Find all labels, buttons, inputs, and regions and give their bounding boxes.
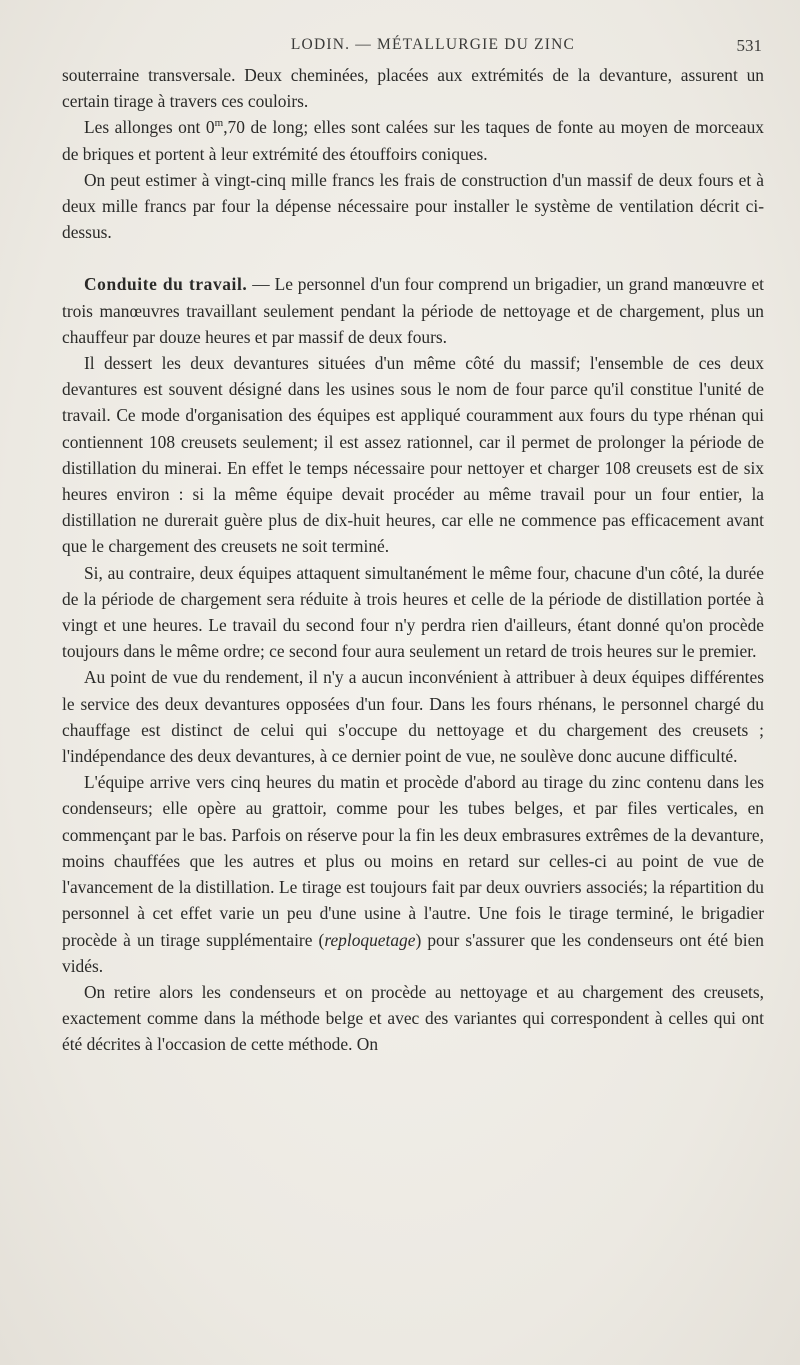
paragraph-8: [62, 769, 764, 979]
paragraph-5: Il dessert les deux devantures situées d'un même côté du massif; l'ensemble de ces deux devantures est souvent désigné dans les usines sous le nom de four parce qu'il constitue l'unité de travail. Ce mode d'organisation des équipes est appliqué couramment aux fours du type rhénan qui contiennent 108 creusets seulement; il est assez rationnel, car il permet de prolonger la période de distillation du minerai. En effet le temps nécessaire pour nettoyer et charger 108 creusets est de six heures environ : si la même équipe devait procéder au même travail pour un four entier, la distillation ne durerait guère plus de dix-huit heures, car elle ne commence pas efficacement avant que le chargement des creusets ne soit terminé.: [62, 353, 764, 557]
italic-term: reploquetage: [324, 929, 416, 950]
page-number: 531: [736, 36, 762, 55]
meter-superscript: m: [214, 117, 224, 130]
paragraph-7: Au point de vue du rendement, il n'y a aucun inconvénient à attribuer à deux équipes différentes le service des deux devantures opposées d'un four. Dans les fours rhénans, le personnel chargé du chauffage est distinct de celui qui s'occupe du nettoyage et du chargement des creusets ; l'indépendance des deux devantures, à ce dernier point de vue, ne soulève donc aucune difficulté.: [62, 667, 764, 767]
paragraph-9: On retire alors les condenseurs et on procède au nettoyage et au chargement des creusets, exactement comme dans la méthode belge et avec des variantes qui correspondent à celles qui ont été décrites à l'occasion de cette méthode. On: [62, 981, 764, 1055]
paragraph-4-text: — Le personnel d'un four comprend un brigadier, un grand manœuvre et trois manœuvres travaillant seulement pendant la période de nettoyage et de chargement, plus un chauffeur par douze heures et par massif de deux fours.: [62, 274, 764, 347]
paragraph-4: [62, 271, 764, 350]
paragraph-2-text-a: Les allonges ont 0: [84, 117, 215, 138]
paragraph-8-text-b: ) pour s'assurer que les condenseurs ont été bien vidés.: [62, 929, 764, 976]
paragraph-1: souterraine transversale. Deux cheminées, placées aux extrémités de la devanture, assurent un certain tirage à travers ces couloirs.: [62, 65, 764, 112]
paragraph-3: On peut estimer à vingt-cinq mille francs les frais de construction d'un massif de deux fours et à deux mille francs par four la dépense nécessaire pour installer le système de ventilation décrit ci-dessus.: [62, 169, 764, 243]
paragraph-2-text-b: ,70 de long; elles sont calées sur les taques de fonte au moyen de morceaux de briques et portent à leur extrémité des étouffoirs coniques.: [62, 117, 764, 164]
section-gap: [62, 245, 764, 271]
paragraph-6: Si, au contraire, deux équipes attaquent simultanément le même four, chacune d'un côté, la durée de la période de chargement sera réduite à trois heures et celle de la période de distillation portée à vingt et une heures. Le travail du second four n'y perdra rien d'ailleurs, étant donné qu'on procède toujours dans le même ordre; ce second four aura seulement un retard de trois heures sur le premier.: [62, 562, 764, 662]
running-head: [62, 36, 764, 62]
body-text: [62, 62, 764, 1058]
paragraph-8-text-a: L'équipe arrive vers cinq heures du matin et procède d'abord au tirage du zinc contenu dans les condenseurs; elle opère au grattoir, comme pour les tubes belges, et par files verticales, en commençant par le bas. Parfois on réserve pour la fin les deux embrasures extrêmes de la devanture, moins chauffées que les autres et plus ou moins en retard sur celles-ci au point de vue de l'avancement de la distillation. Le tirage est toujours fait par deux ouvriers associés; la répartition du personnel à cet effet varie un peu d'une usine à l'autre. Une fois le tirage terminé, le brigadier procède à un tirage supplémentaire (: [62, 772, 764, 950]
section-heading: Conduite du travail.: [84, 274, 248, 295]
running-head-title: LODIN. — MÉTALLURGIE DU ZINC: [290, 36, 576, 53]
paragraph-2: [62, 114, 764, 166]
